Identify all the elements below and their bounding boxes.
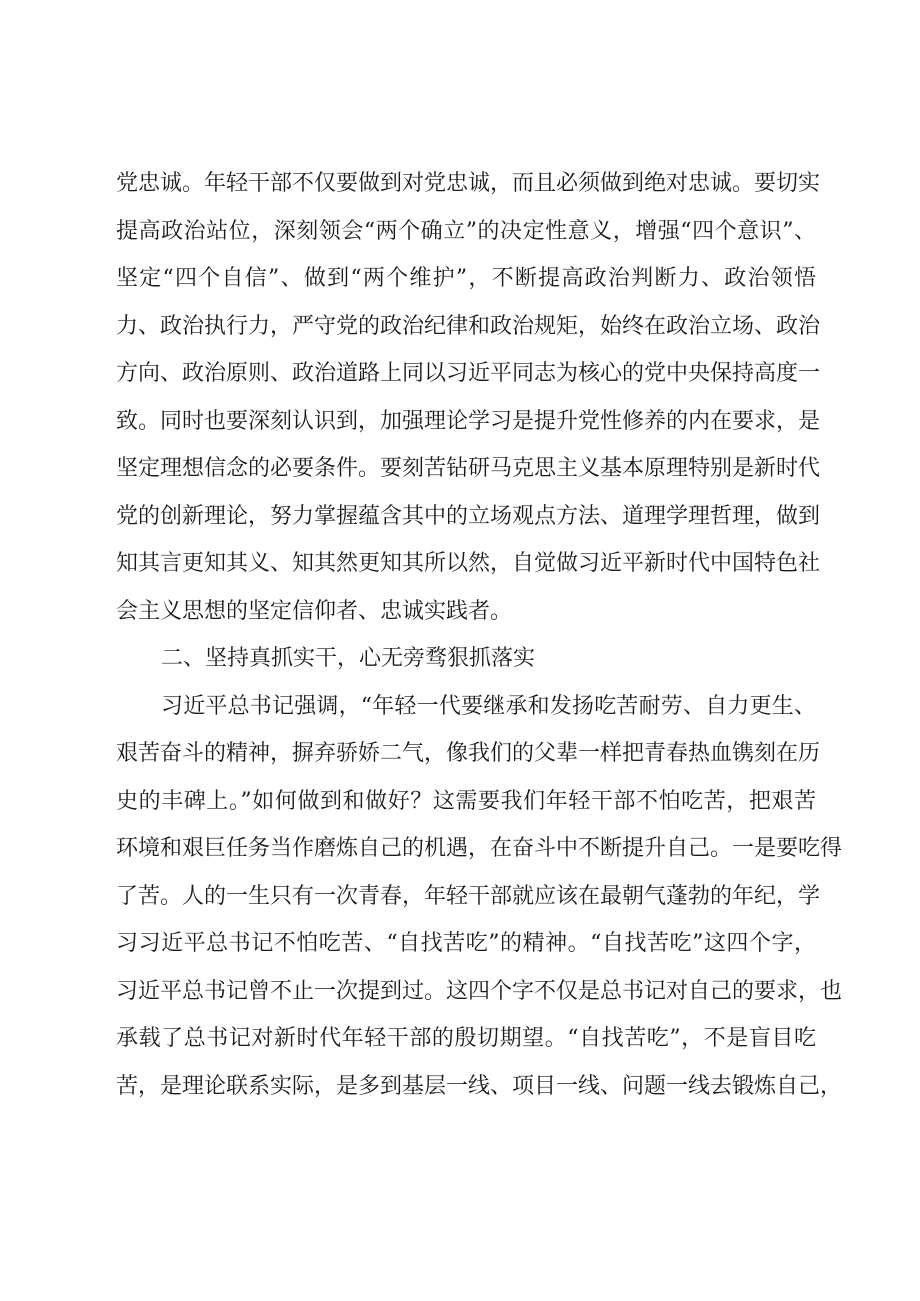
- text-line: 苦，是理论联系实际，是多到基层一线、项目一线、问题一线去锻炼自己，: [116, 1073, 843, 1099]
- text-line: 坚定理想信念的必要条件。要刻苦钻研马克思主义基本原理特别是新时代: [116, 456, 821, 481]
- section-heading: 二、坚持真抓实干，心无旁骛狠抓落实: [161, 646, 536, 671]
- text-line: 方向、政治原则、政治道路上同以习近平同志为核心的党中央保持高度一: [116, 361, 821, 386]
- text-line: 党忠诚。年轻干部不仅要做到对党忠诚，而且必须做到绝对忠诚。要切实: [116, 171, 821, 196]
- text-line: 党的创新理论，努力掌握蕴含其中的立场观点方法、道理学理哲理，做到: [116, 503, 821, 529]
- text-line: 了苦。人的一生只有一次青春，年轻干部就应该在最朝气蓬勃的年纪，学: [116, 883, 821, 909]
- text-line: 知其言更知其义、知其然更知其所以然，自觉做习近平新时代中国特色社: [116, 551, 821, 576]
- text-line: 承载了总书记对新时代年轻干部的殷切期望。“自找苦吃”，不是盲目吃: [116, 1026, 816, 1051]
- text-line: 习习近平总书记不怕吃苦、“自找苦吃”的精神。“自找苦吃”这四个字，: [116, 931, 816, 956]
- text-line: 力、政治执行力，严守党的政治纪律和政治规矩，始终在政治立场、政治: [116, 313, 821, 339]
- text-line: 坚定“四个自信”、做到“两个维护”，不断提高政治判断力、政治领悟: [116, 266, 816, 291]
- paragraph-end-line: 会主义思想的坚定信仰者、忠诚实践者。: [116, 598, 513, 624]
- text-line: 习近平总书记曾不止一次提到过。这四个字不仅是总书记对自己的要求，也: [116, 978, 843, 1004]
- text-line: 环境和艰巨任务当作磨炼自己的机遇，在奋斗中不断提升自己。一是要吃得: [116, 836, 843, 861]
- text-line: 提高政治站位，深刻领会“两个确立”的决定性意义，增强“四个意识”、: [116, 218, 816, 244]
- body-text: [116, 160, 843, 1110]
- text-line: 艰苦奋斗的精神，摒弃骄娇二气，像我们的父辈一样把青春热血镌刻在历: [116, 741, 821, 766]
- text-line: 致。同时也要深刻认识到，加强理论学习是提升党性修养的内在要求，是: [116, 408, 821, 434]
- text-line: 史的丰碑上。”如何做到和做好？这需要我们年轻干部不怕吃苦，把艰苦: [116, 788, 816, 814]
- paragraph-first-line: 习近平总书记强调，“年轻一代要继承和发扬吃苦耐劳、自力更生、: [161, 693, 816, 719]
